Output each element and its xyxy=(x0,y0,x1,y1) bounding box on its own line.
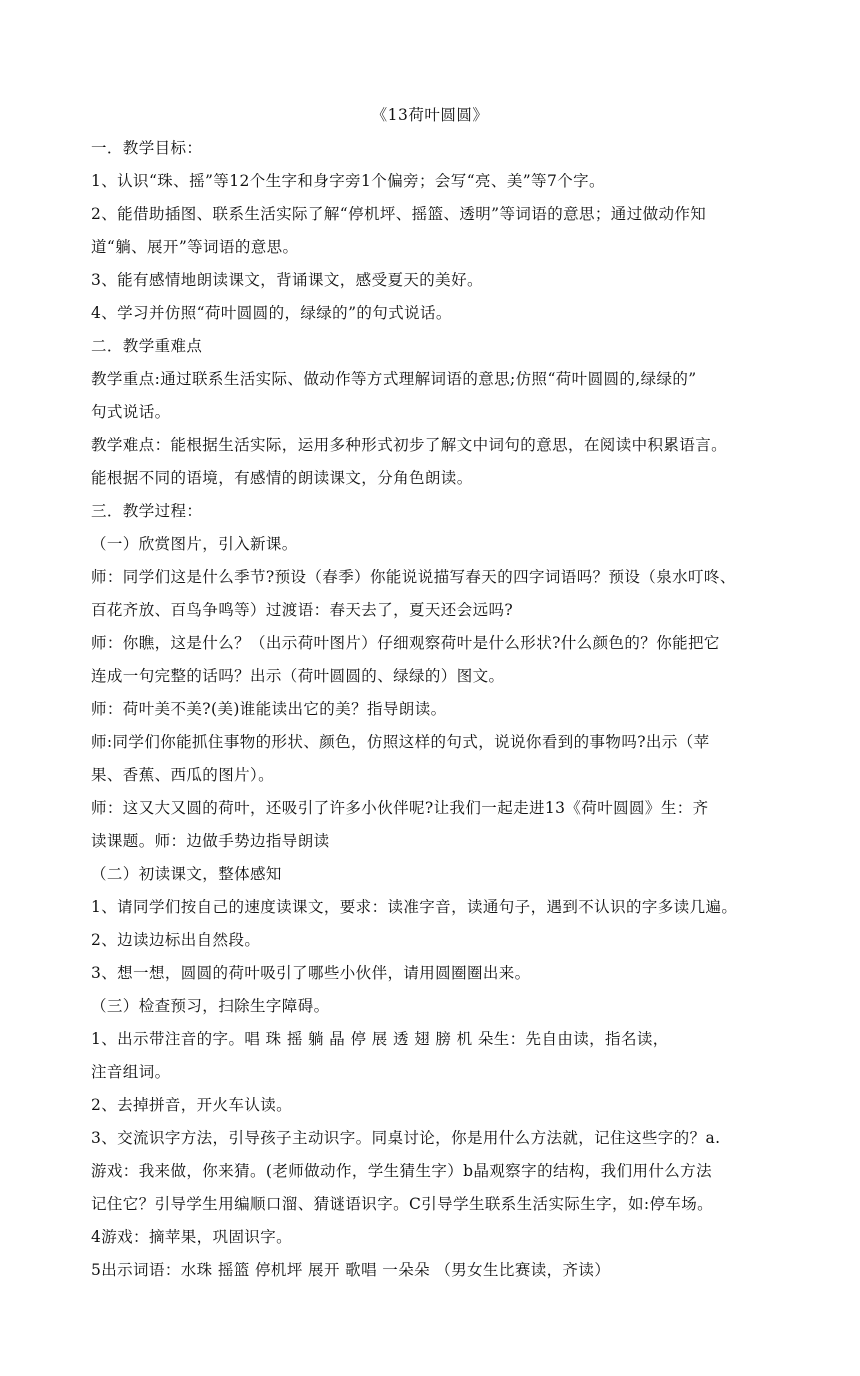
text-line: 师：同学们这是什么季节?预设（春季）你能说说描写春天的四字词语吗？预设（泉水叮咚、 xyxy=(91,568,736,586)
text-line: 果、香蕉、西瓜的图片）。 xyxy=(91,766,275,784)
text-line: 能根据不同的语境，有感情的朗读课文，分角色朗读。 xyxy=(91,469,473,487)
text-line: 1、认识“珠、摇”等12个生字和身字旁1个偏旁；会写“亮、美”等7个字。 xyxy=(91,172,605,190)
section-heading-objectives: 一．教学目标： xyxy=(91,139,203,157)
text-line: 游戏：我来做，你来猜。(老师做动作，学生猜生字）b晶观察字的结构，我们用什么方法 xyxy=(91,1162,712,1180)
text-line: 注音组词。 xyxy=(91,1063,171,1081)
section-heading-key-points: 二．教学重难点 xyxy=(91,337,203,355)
text-line: 2、边读边标出自然段。 xyxy=(91,931,261,949)
document-title: 《13荷叶圆圆》 xyxy=(371,106,489,124)
text-line: 4、学习并仿照“荷叶圆圆的，绿绿的”的句式说话。 xyxy=(91,304,452,322)
text-line: 3、想一想，圆圆的荷叶吸引了哪些小伙伴，请用圆圈圈出来。 xyxy=(91,964,531,982)
text-line: 百花齐放、百鸟争鸣等）过渡语：春天去了，夏天还会远吗? xyxy=(91,601,514,619)
text-line: 道“躺、展开”等词语的意思。 xyxy=(91,238,299,256)
text-line: 连成一句完整的话吗？出示（荷叶圆圆的、绿绿的）图文。 xyxy=(91,667,505,685)
text-line: 师：这又大又圆的荷叶，还吸引了许多小伙伴呢?让我们一起走进13《荷叶圆圆》生：齐 xyxy=(91,799,709,817)
text-line: 师：荷叶美不美?(美)谁能读出它的美？指导朗读。 xyxy=(91,700,447,718)
text-line: 教学重点:通过联系生活实际、做动作等方式理解词语的意思;仿照“荷叶圆圆的,绿绿的” xyxy=(91,370,697,388)
text-line: 1、请同学们按自己的速度读课文，要求：读准字音，读通句子，遇到不认识的字多读几遍。 xyxy=(91,898,738,916)
text-line: 2、能借助插图、联系生活实际了解“停机坪、摇篮、透明”等词语的意思；通过做动作知 xyxy=(91,205,707,223)
text-line: 教学难点：能根据生活实际，运用多种形式初步了解文中词句的意思，在阅读中积累语言。 xyxy=(91,436,728,454)
subsection-heading: （三）检查预习，扫除生字障碍。 xyxy=(91,997,330,1015)
text-line: 1、出示带注音的字。唱 珠 摇 躺 晶 停 展 透 翅 膀 机 朵生：先自由读，指名读， xyxy=(91,1030,669,1048)
section-heading-process: 三．教学过程： xyxy=(91,502,203,520)
text-line: 3、能有感情地朗读课文，背诵课文，感受夏天的美好。 xyxy=(91,271,483,289)
subsection-heading: （二）初读课文，整体感知 xyxy=(91,865,282,883)
text-line: 句式说话。 xyxy=(91,403,171,421)
text-line: 师:同学们你能抓住事物的形状、颜色，仿照这样的句式，说说你看到的事物吗?出示（苹 xyxy=(91,733,710,751)
text-line: 记住它？引导学生用编顺口溜、猜谜语识字。C引导学生联系生活实际生字，如:停车场。 xyxy=(91,1195,714,1213)
text-line: 2、去掉拼音，开火车认读。 xyxy=(91,1096,293,1114)
subsection-heading: （一）欣赏图片，引入新课。 xyxy=(91,535,298,553)
text-line: 读课题。师：边做手势边指导朗读 xyxy=(91,832,330,850)
text-line: 3、交流识字方法，引导孩子主动识字。同桌讨论，你是用什么方法就，记住这些字的？a. xyxy=(91,1129,721,1147)
text-line: 师：你瞧，这是什么？（出示荷叶图片）仔细观察荷叶是什么形状?什么颜色的？你能把它 xyxy=(91,634,720,652)
text-line: 4游戏：摘苹果，巩固识字。 xyxy=(91,1228,293,1246)
text-line: 5出示词语：水珠 摇篮 停机坪 展开 歌唱 一朵朵 （男女生比赛读，齐读） xyxy=(91,1261,611,1279)
